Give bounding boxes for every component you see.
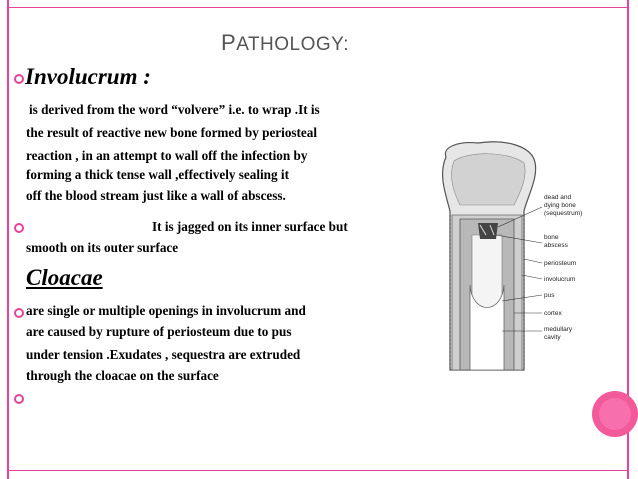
involucrum-line-4: forming a thick tense wall ,effectively sealing it (26, 167, 289, 182)
label-cavity: cavity (544, 334, 561, 341)
label-abscess: abscess (544, 242, 568, 249)
bullet-icon (14, 394, 24, 404)
cloacae-line-1: are single or multiple openings in involucrum and (26, 303, 306, 318)
bone-diagram (428, 135, 595, 380)
involucrum-line-3: reaction , in an attempt to wall off the infection by (26, 148, 308, 163)
involucrum-line-2: the result of reactive new bone formed by periosteal (26, 125, 318, 140)
label-sequestrum: (sequestrum) (544, 210, 583, 217)
label-dying-bone: dying bone (544, 202, 576, 209)
title-rest: ATHOLOGY: (236, 34, 350, 55)
label-medullary: medullary (544, 326, 573, 333)
decorative-circle-inner (599, 398, 631, 430)
title-first-letter: P (221, 30, 237, 55)
bottom-border (7, 470, 629, 471)
involucrum-line-5: off the blood stream just like a wall of abscess. (26, 188, 286, 203)
bullet-icon (14, 223, 24, 233)
bullet-icon (14, 308, 24, 318)
involucrum-line-1: is derived from the word “volvere” i.e. to wrap .It is (29, 102, 320, 117)
sequestrum (478, 223, 498, 239)
bullet-icon (14, 74, 24, 84)
cloacae-heading: Cloacae (26, 265, 103, 290)
involucrum-heading: Involucrum : (25, 64, 151, 89)
cloacae-line-2: are caused by rupture of periosteum due to pus (26, 324, 292, 339)
label-bone: bone (544, 234, 559, 241)
surface-line-1: It is jagged on its inner surface but (152, 219, 348, 234)
label-pus: pus (544, 292, 555, 299)
label-dead-and: dead and (544, 194, 572, 201)
top-border (7, 7, 629, 8)
surface-line-2: smooth on its outer surface (26, 240, 179, 255)
label-cortex: cortex (544, 310, 562, 317)
left-border (7, 0, 9, 479)
epiphysis (452, 154, 526, 205)
label-involucrum: involucrum (544, 276, 576, 283)
cloacae-line-4: through the cloacae on the surface (26, 368, 219, 383)
label-periosteum: periosteum (544, 260, 577, 267)
slide-title (221, 30, 349, 56)
cloacae-line-3: under tension .Exudates , sequestra are extruded (26, 347, 301, 362)
